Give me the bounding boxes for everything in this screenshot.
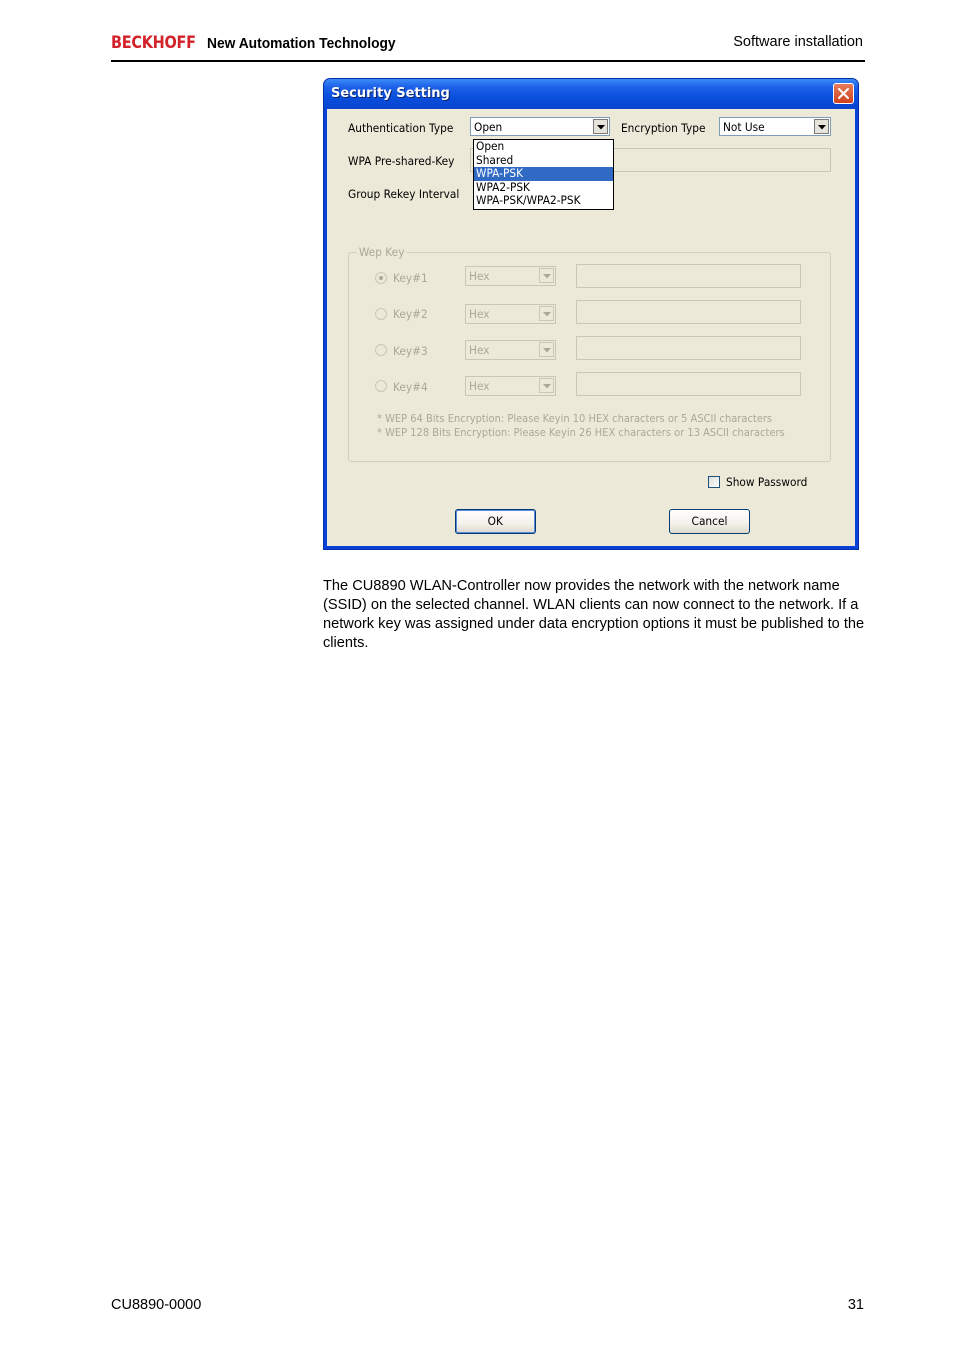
brand xyxy=(111,33,412,53)
key3-label: Key#3 xyxy=(393,344,428,358)
brand-tagline: New Automation Technology xyxy=(207,35,396,52)
authentication-type-label: Authentication Type xyxy=(348,121,454,135)
footer-document-id: CU8890-0000 xyxy=(111,1297,202,1313)
option-wpa2-psk[interactable]: WPA2-PSK xyxy=(476,179,530,194)
show-password-checkbox[interactable] xyxy=(708,476,720,488)
chevron-down-icon xyxy=(597,125,605,130)
option-wpa-psk-wpa2-psk[interactable]: WPA-PSK/WPA2-PSK xyxy=(476,193,581,208)
wpa-preshared-key-label: WPA Pre-shared-Key xyxy=(348,154,455,168)
option-open[interactable]: Open xyxy=(476,139,505,153)
key1-input[interactable] xyxy=(576,264,801,288)
dialog-titlebar[interactable] xyxy=(324,79,858,109)
close-icon xyxy=(838,88,849,99)
key2-format-value: Hex xyxy=(469,307,490,321)
key3-format-select[interactable] xyxy=(465,340,556,360)
body-paragraph: The CU8890 WLAN-Controller now provides the network with the network name (SSID) on the selected channel. WLAN clients can now connect to the network. If a network key was assigned under data encryption options it must be published to the clients. xyxy=(323,578,865,651)
option-shared[interactable]: Shared xyxy=(476,152,514,167)
ok-button[interactable]: OK xyxy=(455,509,536,534)
key4-format-value: Hex xyxy=(469,379,490,393)
option-wpa-psk[interactable]: WPA-PSK xyxy=(474,167,613,181)
show-password-label: Show Password xyxy=(726,475,808,489)
encryption-type-select[interactable] xyxy=(719,117,831,136)
dialog-client-area xyxy=(327,109,855,546)
close-button[interactable] xyxy=(833,83,854,104)
key3-input[interactable] xyxy=(576,336,801,360)
key1-radio[interactable] xyxy=(375,272,387,284)
brand-logo: BECKHOFF xyxy=(111,33,196,53)
cancel-button[interactable]: Cancel xyxy=(669,509,750,534)
chevron-down-icon xyxy=(543,274,551,279)
security-setting-dialog xyxy=(323,78,859,550)
authentication-type-options xyxy=(473,139,614,210)
key2-label: Key#2 xyxy=(393,307,428,321)
footer-page-number: 31 xyxy=(847,1297,864,1313)
group-rekey-interval-label: Group Rekey Interval xyxy=(348,187,460,201)
key2-format-dropdown-button[interactable] xyxy=(539,306,554,321)
encryption-type-dropdown-button[interactable] xyxy=(814,119,829,134)
encryption-type-value: Not Use xyxy=(723,120,765,134)
key1-label: Key#1 xyxy=(393,271,428,285)
wep-key-legend: Wep Key xyxy=(358,245,405,259)
page-header xyxy=(111,30,865,62)
chevron-down-icon xyxy=(543,312,551,317)
key3-radio[interactable] xyxy=(375,344,387,356)
key1-format-select[interactable] xyxy=(465,266,556,286)
wep-64-note: * WEP 64 Bits Encryption: Please Keyin 10 HEX characters or 5 ASCII characters xyxy=(377,412,773,425)
encryption-type-label: Encryption Type xyxy=(621,121,706,135)
dialog-title: Security Setting xyxy=(331,86,450,101)
chevron-down-icon xyxy=(543,348,551,353)
wep-128-note: * WEP 128 Bits Encryption: Please Keyin 26 HEX characters or 13 ASCII characters xyxy=(377,426,785,439)
key3-format-value: Hex xyxy=(469,343,490,357)
key4-format-dropdown-button[interactable] xyxy=(539,378,554,393)
key4-format-select[interactable] xyxy=(465,376,556,396)
authentication-type-value: Open xyxy=(474,120,503,134)
key3-format-dropdown-button[interactable] xyxy=(539,342,554,357)
key2-radio[interactable] xyxy=(375,308,387,320)
key1-format-dropdown-button[interactable] xyxy=(539,268,554,283)
section-title: Software installation xyxy=(733,34,863,50)
authentication-type-select[interactable] xyxy=(470,117,610,136)
chevron-down-icon xyxy=(543,384,551,389)
key4-label: Key#4 xyxy=(393,380,428,394)
authentication-type-dropdown-button[interactable] xyxy=(593,119,608,134)
key4-input[interactable] xyxy=(576,372,801,396)
key1-format-value: Hex xyxy=(469,269,490,283)
key4-radio[interactable] xyxy=(375,380,387,392)
key2-format-select[interactable] xyxy=(465,304,556,324)
key2-input[interactable] xyxy=(576,300,801,324)
chevron-down-icon xyxy=(818,125,826,130)
